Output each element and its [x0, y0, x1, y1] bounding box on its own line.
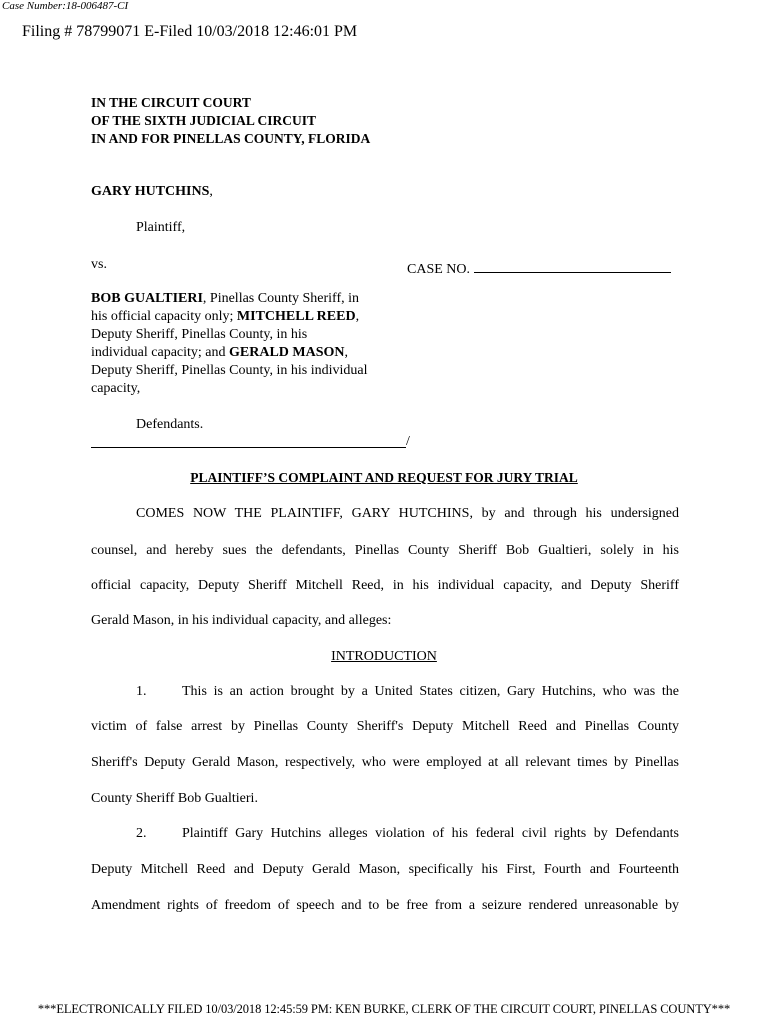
case-no-label: CASE NO.	[407, 262, 471, 277]
paragraph-line: Sheriff's Deputy Gerald Mason, respectively, who were employed at all relevant times by Pinellas	[91, 755, 679, 770]
plaintiff-name: GARY HUTCHINS	[91, 184, 210, 199]
paragraph-line: County Sheriff Bob Gualtieri.	[91, 791, 258, 806]
court-line-3: IN AND FOR PINELLAS COUNTY, FLORIDA	[91, 131, 371, 146]
defendant-mason: GERALD MASON	[229, 345, 345, 360]
defendant-line-2-text: his official capacity only;	[91, 309, 237, 324]
filing-header: Filing # 78799071 E-Filed 10/03/2018 12:46:01 PM	[22, 23, 358, 40]
paragraph-line: This is an action brought by a United States citizen, Gary Hutchins, who was the	[182, 684, 679, 699]
caption-divider-line	[91, 433, 406, 448]
defendant-line-4	[91, 345, 348, 361]
paragraph-line: Amendment rights of freedom of speech and to be free from a seizure rendered unreasonable by	[91, 898, 679, 913]
intro-line: Gerald Mason, in his individual capacity, and alleges:	[91, 613, 392, 628]
defendant-line-4-text: individual capacity; and	[91, 345, 230, 360]
paragraph-line: Deputy Mitchell Reed and Deputy Gerald Mason, specifically his First, Fourth and Fourteenth	[91, 862, 679, 877]
plaintiff-role: Plaintiff,	[136, 220, 186, 235]
defendant-line-2-suffix: ,	[355, 309, 360, 324]
defendant-gualtieri: BOB GUALTIERI	[91, 291, 203, 306]
paragraph-line: Plaintiff Gary Hutchins alleges violation of his federal civil rights by Defendants	[182, 826, 679, 841]
paragraph-number: 2.	[136, 826, 147, 841]
intro-line: counsel, and hereby sues the defendants, Pinellas County Sheriff Bob Gualtieri, solely in his	[91, 543, 679, 558]
court-line-2: OF THE SIXTH JUDICIAL CIRCUIT	[91, 113, 317, 128]
case-no-blank-line	[474, 257, 671, 273]
court-line-1: IN THE CIRCUIT COURT	[91, 95, 251, 110]
section-heading-introduction: INTRODUCTION	[331, 649, 437, 664]
plaintiff-name-line	[91, 184, 213, 200]
defendant-line-5: Deputy Sheriff, Pinellas County, in his individual	[91, 363, 368, 378]
defendant-line-4-suffix: ,	[344, 345, 349, 360]
defendant-line-1	[91, 291, 359, 307]
plaintiff-name-suffix: ,	[209, 184, 213, 199]
intro-line: official capacity, Deputy Sheriff Mitchell Reed, in his individual capacity, and Deputy Sheriff	[91, 578, 679, 593]
intro-line: COMES NOW THE PLAINTIFF, GARY HUTCHINS, by and through his undersigned	[136, 506, 679, 521]
defendant-line-3: Deputy Sheriff, Pinellas County, in his	[91, 327, 308, 342]
defendant-reed: MITCHELL REED	[236, 309, 356, 324]
paragraph-line: victim of false arrest by Pinellas County Sheriff's Deputy Mitchell Reed and Pinellas County	[91, 719, 679, 734]
defendants-role: Defendants.	[136, 417, 204, 432]
document-title: PLAINTIFF’S COMPLAINT AND REQUEST FOR JURY TRIAL	[190, 470, 578, 485]
versus: vs.	[91, 257, 107, 272]
electronic-filing-footer: ***ELECTRONICALLY FILED 10/03/2018 12:45:59 PM: KEN BURKE, CLERK OF THE CIRCUIT COURT, PINELLAS COUNTY***	[37, 1002, 731, 1016]
defendant-line-1-text: , Pinellas County Sheriff, in	[202, 291, 359, 306]
defendant-line-6: capacity,	[91, 381, 141, 396]
caption-slash: /	[406, 434, 410, 449]
case-no-field	[407, 257, 671, 278]
case-number-stamp: Case Number:18-006487-CI	[2, 0, 129, 12]
paragraph-number: 1.	[136, 684, 147, 699]
defendant-line-2	[91, 309, 359, 325]
